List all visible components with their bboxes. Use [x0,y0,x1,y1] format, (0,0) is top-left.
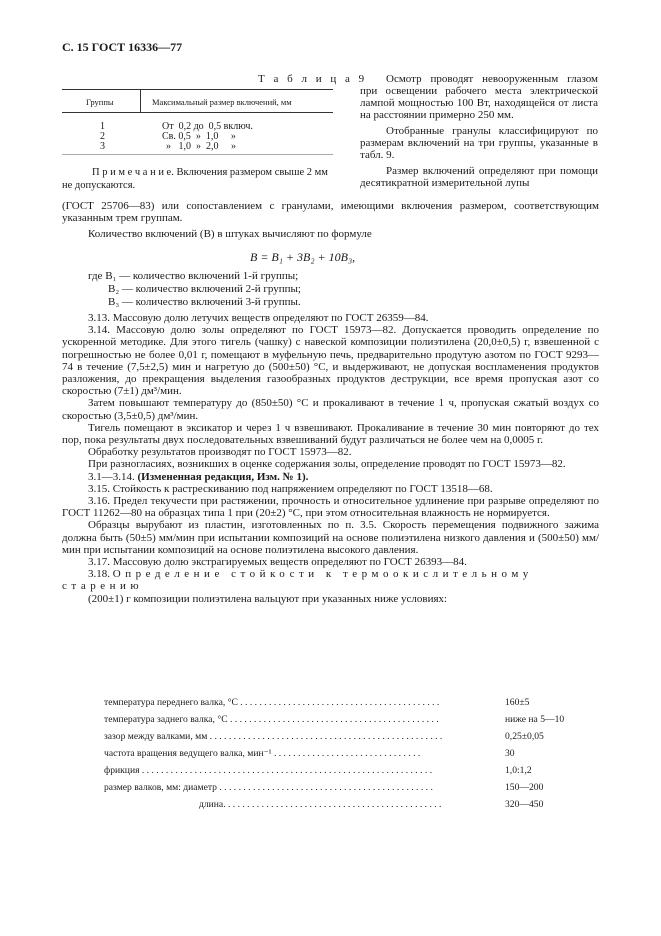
condition-row [104,779,599,796]
paragraph: При разногласиях, возникших в оценке содержания золы, определение проводят по ГОСТ 15973—82. [88,458,566,471]
formula: B = B₁ + 3B₂ + 10B₃, [250,250,356,264]
right-column-text [360,73,598,189]
section-318-title: Определение стойкости к термоокислительному [112,568,533,581]
paragraph: Количество включений (В) в штуках вычисляют по формуле [88,228,372,240]
paragraph: Образцы вырубают из пластин, изготовленных по п. 3.5. Скорость перемещения подвижного зажима должна быть (50±5) мм/мин при испытании композиций на основе полиэтилена низкого давления и (500±50) мм/мин при испытании композиций на основе полиэтилена высокого давления. [62,519,599,556]
condition-row [104,694,599,711]
where-line: B₂ — количество включений 2-й группы; [108,283,301,295]
condition-label: температура переднего валка, °С . . . . . . . . . . . . . . . . . . . . . . . . . . . . . . . . . . . . . . . . . . [104,697,440,708]
condition-label: размер валков, мм: диаметр . . . . . . . . . . . . . . . . . . . . . . . . . . . . . . . . . . . . . . . . . . . . . [104,782,433,793]
page-header: С. 15 ГОСТ 16336—77 [62,40,183,54]
table-column-divider [140,89,141,112]
paragraph: 3.15. Стойкость к растрескиванию под напряжением определяют по ГОСТ 13518—68. [88,482,493,495]
table-header-groups: Группы [86,97,114,107]
edition-bold: (Измененная редакция, Изм. № 1). [137,470,309,483]
count-line [62,228,599,240]
section-318-number: 3.18. [88,568,110,581]
condition-value: 320—450 [505,799,544,810]
paragraph: Тигель помещают в эксикатор и через 1 ч взвешивают. Прокаливание в течение 30 мин повторяют до тех пор, пока результаты двух последовательных взвешиваний будут различаться не более чем на 0,0005 г. [62,421,599,447]
paragraph: 3.13. Массовую долю летучих веществ определяют по ГОСТ 26359—84. [88,312,429,324]
table-row-size: От 0,2 до 0,5 включ. [162,121,253,132]
condition-label: частота вращения ведущего валка, мин⁻¹ . . . . . . . . . . . . . . . . . . . . . . . . . . . . . . . [104,748,421,759]
paragraph: Обработку результатов производят по ГОСТ 15973—82. [88,446,352,459]
section-318-heading [62,568,599,580]
table-row-group: 3 [100,141,105,152]
condition-label: зазор между валками, мм . . . . . . . . . . . . . . . . . . . . . . . . . . . . . . . . . . . . . . . . . . . . . . . . . [104,731,443,742]
paragraph: (ГОСТ 25706—83) или сопоставлением с гранулами, имеющими включения размером, соответствующим указанным трем группам. [62,200,599,225]
where-line: где B₁ — количество включений 1-й группы; [88,270,299,282]
condition-row [104,728,599,745]
condition-row [104,745,599,762]
condition-value: ниже на 5—10 [505,714,565,725]
conditions-list [104,694,599,813]
where-line: B₃ — количество включений 3-й группы. [108,296,301,308]
condition-value: 0,25±0,05 [505,731,544,742]
body-section-1 [62,312,599,605]
condition-row [104,796,599,813]
paragraph: (200±1) г композиции полиэтилена вальцуют при указанных ниже условиях: [88,592,448,605]
condition-value: 160±5 [505,697,530,708]
edition-prefix: 3.1—3.14. [88,470,135,483]
where-block [62,270,599,309]
table-row-size: » 1,0 » 2,0 » [166,141,236,152]
condition-row [104,762,599,779]
table-caption: Т а б л и ц а 9 [258,73,368,85]
paragraph: Отобранные гранулы классифицируют по размерам включений на три группы, указанные в табл. 9. [360,125,598,161]
paragraph: Затем повышают температуру до (850±50) °С и прокаливают в течение 1 ч, пропуская сжатый воздух со скоростью (3,5±0,5) дм³/мин. [62,397,599,422]
table-header-rule [62,112,333,113]
table-header-max-size: Максимальный размер включений, мм [152,97,292,107]
condition-value: 150—200 [505,782,544,793]
condition-label: длина. . . . . . . . . . . . . . . . . . . . . . . . . . . . . . . . . . . . . . . . . . . . . . [199,799,442,810]
paragraph: Размер включений определяют при помощи десятикратной измерительной лупы [360,165,598,189]
paragraph: Осмотр проводят невооруженным глазом при освещении рабочего места электрической лампой мощностью 100 Вт, находящейся от листа на расстоянии примерно 250 мм. [360,73,598,121]
edition-note [62,471,599,483]
condition-value: 30 [505,748,515,759]
paragraph: 3.14. Массовую долю золы определяют по ГОСТ 15973—82. Допускается проводить определение по ускоренной методике. Для этого тигель (чашку) с навеской композиции полиэтилена (20,0±0,5) г, взвешенной с погрешностью не более 0,01 г, помещают в муфельную печь, предварительно продутую азотом по ГОСТ 9293—74 в течение (7,5±2,5) мин и нагретую до (500±50) °С, и выдерживают, не допуская воспламенения продуктов разложения, до прекращения выделения газообразных продуктов деструкции, все время пропуская азот со скоростью (7±1) дм³/мин. [62,324,599,398]
table-bottom-rule [62,154,333,155]
table-row-size: Св. 0,5 » 1,0 » [162,131,236,142]
paragraph: 3.17. Массовую долю экстрагируемых веществ определяют по ГОСТ 26393—84. [88,556,467,569]
continuation-line [62,200,599,224]
table-row-group: 1 [100,121,105,132]
condition-label: температура заднего валка, °С . . . . . . . . . . . . . . . . . . . . . . . . . . . . . . . . . . . . . . . . . . . . [104,714,439,725]
note-label: П р и м е ч а н и е. [92,167,174,178]
condition-label: фрикция . . . . . . . . . . . . . . . . . . . . . . . . . . . . . . . . . . . . . . . . . . . . . . . . . . . . . . . . . . . . . [104,765,433,776]
paragraph: 3.16. Предел текучести при растяжении, прочность и относительное удлинение при разрыве определяют по ГОСТ 11262—80 на образцах типа 1 при (20±2) °С, при этом относительная влажность не нормируется. [62,495,599,520]
condition-row [104,711,599,728]
table-note [62,166,334,192]
table-top-rule [62,89,333,90]
table-row-group: 2 [100,131,105,142]
condition-value: 1,0:1,2 [505,765,532,776]
note-text: Включения размером свыше 2 мм не допускаются. [62,167,328,191]
section-318-title-cont: старению [62,580,144,593]
